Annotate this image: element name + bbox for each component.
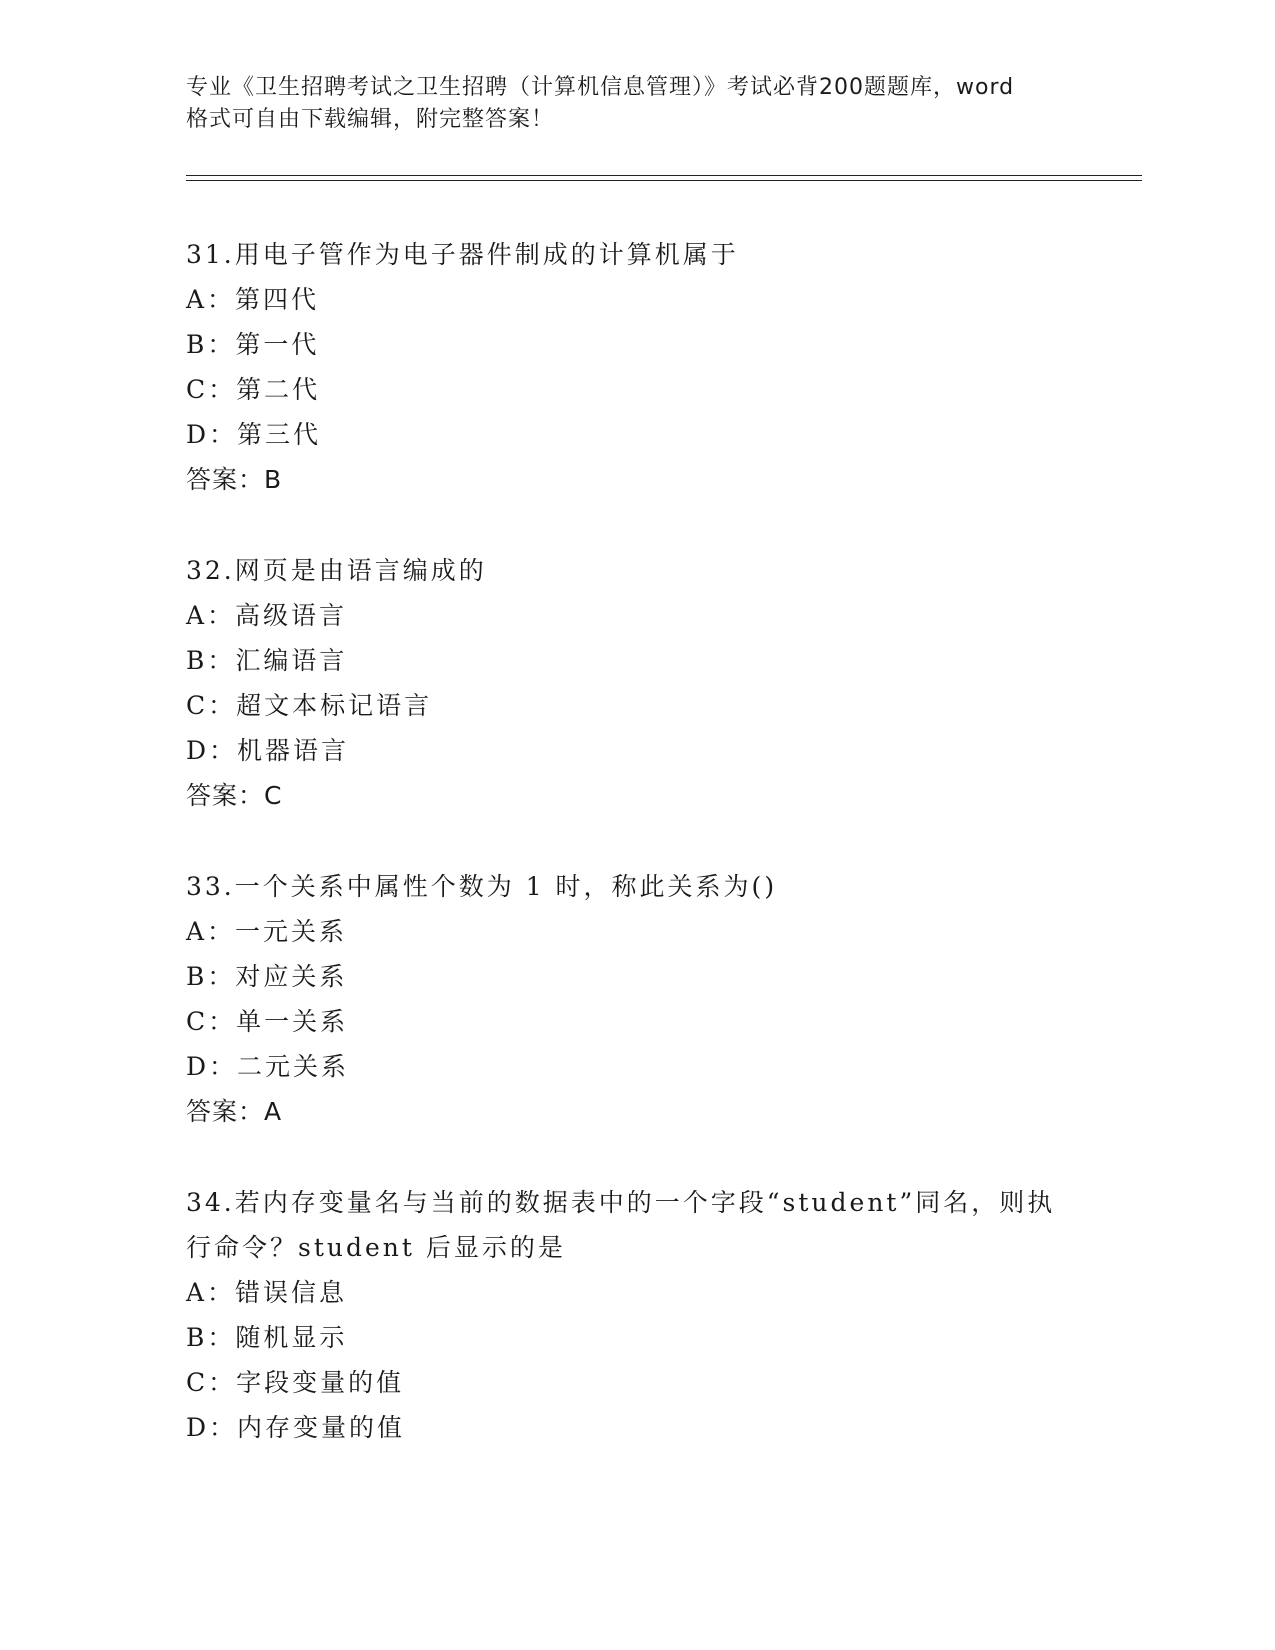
option-b: B：第一代 xyxy=(186,330,320,359)
option-d: D：机器语言 xyxy=(186,736,350,765)
option-d: D：第三代 xyxy=(186,420,322,449)
header-divider-bottom xyxy=(186,180,1142,181)
option-a: A：第四代 xyxy=(186,285,320,314)
answer-line: 答案：C xyxy=(186,781,283,810)
question-title: 34.若内存变量名与当前的数据表中的一个字段“student”同名，则执行命令？student 后显示的是 xyxy=(186,1188,1056,1262)
option-a: A：一元关系 xyxy=(186,917,348,946)
answer-line: 答案：A xyxy=(186,1097,283,1126)
option-c: C：单一关系 xyxy=(186,1007,349,1036)
option-d: D：二元关系 xyxy=(186,1052,350,1081)
question-33 xyxy=(186,864,1086,1134)
option-c: C：超文本标记语言 xyxy=(186,691,433,720)
header-divider-top xyxy=(186,175,1142,176)
question-31 xyxy=(186,232,1086,502)
question-title: 33.一个关系中属性个数为 1 时，称此关系为() xyxy=(186,872,778,901)
question-title: 31.用电子管作为电子器件制成的计算机属于 xyxy=(186,240,739,269)
option-d: D：内存变量的值 xyxy=(186,1413,406,1442)
option-b: B：随机显示 xyxy=(186,1323,348,1352)
option-c: C：字段变量的值 xyxy=(186,1368,405,1397)
header-line-1: 专业《卫生招聘考试之卫生招聘（计算机信息管理）》考试必背200题题库，word xyxy=(186,75,1015,100)
question-32 xyxy=(186,548,1086,818)
header-line-2: 格式可自由下载编辑，附完整答案！ xyxy=(186,107,555,132)
option-b: B：汇编语言 xyxy=(186,646,348,675)
question-title: 32.网页是由语言编成的 xyxy=(186,556,487,585)
option-c: C：第二代 xyxy=(186,375,321,404)
question-34 xyxy=(186,1180,1086,1450)
option-a: A：错误信息 xyxy=(186,1278,348,1307)
option-a: A：高级语言 xyxy=(186,601,348,630)
document-header xyxy=(186,72,1106,136)
answer-line: 答案：B xyxy=(186,465,283,494)
option-b: B：对应关系 xyxy=(186,962,348,991)
